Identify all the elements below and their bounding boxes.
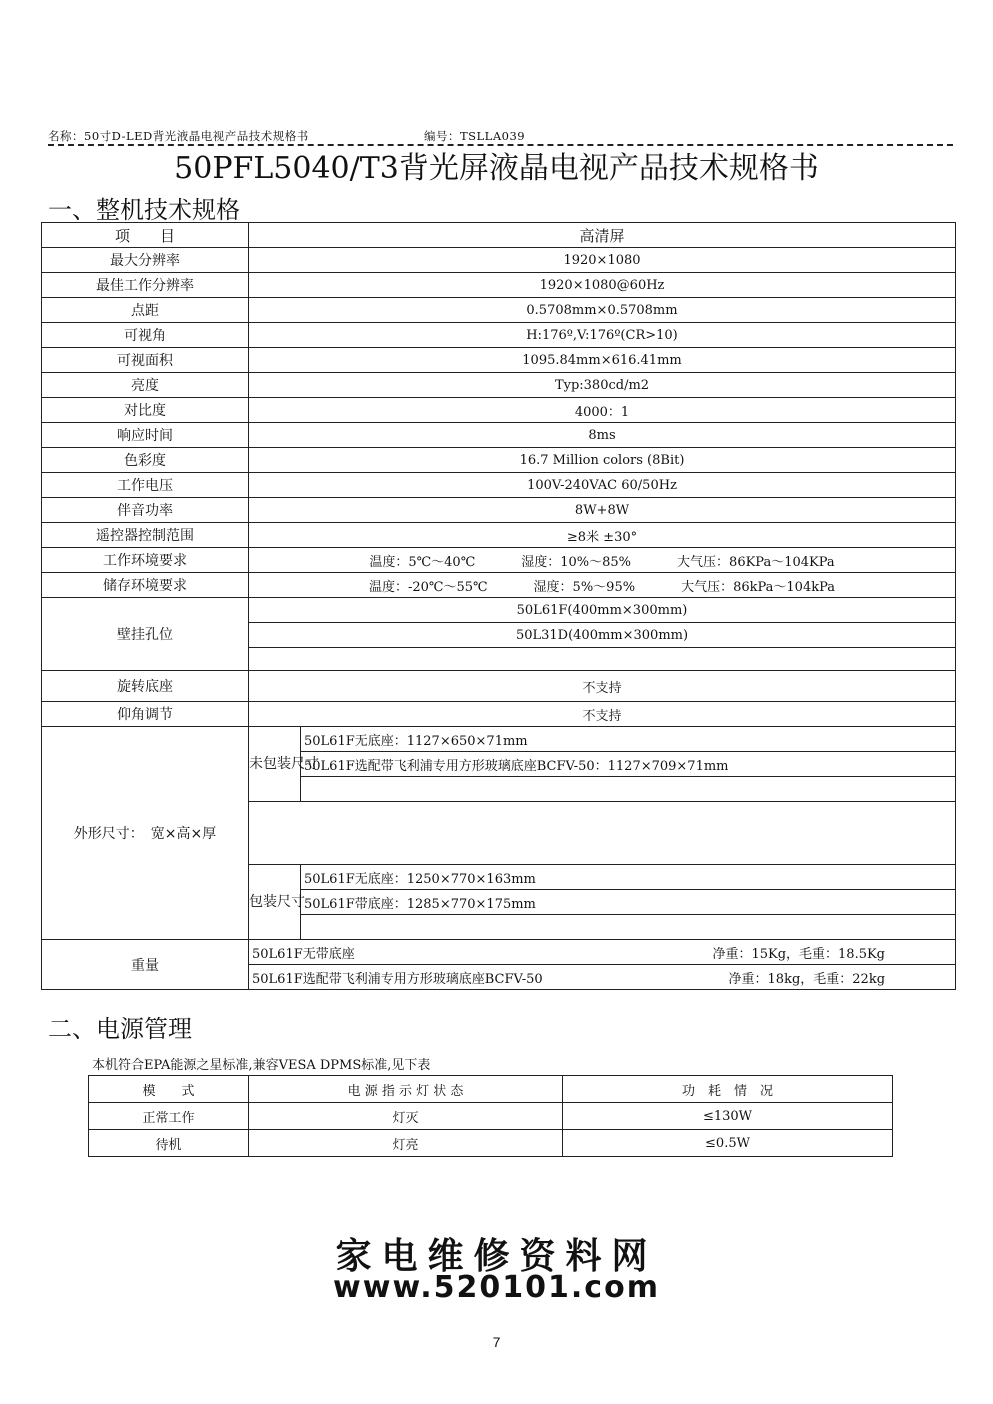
row-label: 工作电压 — [42, 473, 249, 498]
row-value: 1920×1080@60Hz — [249, 273, 956, 298]
row-value: 0.5708mm×0.5708mm — [249, 298, 956, 323]
section-title-power: 二、电源管理 — [48, 1015, 192, 1043]
row-value: H:176º,V:176º(CR>10) — [249, 323, 956, 348]
empty-cell — [301, 777, 956, 802]
row-value: 不支持 — [249, 671, 956, 702]
table-cell: 正常工作 — [89, 1103, 249, 1130]
table-cell: 灯灭 — [249, 1103, 563, 1130]
watermark-url: www.520101.com — [333, 1270, 660, 1305]
table-cell: 灯亮 — [249, 1130, 563, 1157]
table-row — [42, 323, 956, 348]
header-item: 项 目 — [42, 223, 249, 248]
header-cell: 电 源 指 示 灯 状 态 — [249, 1076, 563, 1103]
storage-pressure: 大气压：86kPa～104kPa — [681, 579, 836, 595]
row-value: 100V-240VAC 60/50Hz — [249, 473, 956, 498]
row-label: 伴音功率 — [42, 498, 249, 523]
table-row — [42, 940, 956, 965]
row-value — [249, 940, 956, 965]
table-row — [42, 248, 956, 273]
row-label: 储存环境要求 — [42, 573, 249, 598]
document-name: 名称：50寸D-LED背光液晶电视产品技术规格书 — [48, 129, 309, 143]
row-label: 最大分辨率 — [42, 248, 249, 273]
row-value: Typ:380cd/m2 — [249, 373, 956, 398]
row-label: 可视角 — [42, 323, 249, 348]
row-value: 8W+8W — [249, 498, 956, 523]
table-row — [42, 671, 956, 702]
row-label: 重量 — [42, 940, 249, 990]
empty-cell — [249, 648, 956, 671]
storage-humidity: 湿度：5%～95% — [533, 579, 636, 595]
empty-cell — [249, 802, 956, 865]
table-row — [42, 423, 956, 448]
table-row — [42, 523, 956, 548]
weight-value: 净重：18kg，毛重：22kg — [728, 971, 886, 987]
work-temp: 温度：5℃～40℃ — [369, 554, 476, 570]
table-cell: ≤130W — [563, 1103, 893, 1130]
table-row — [42, 702, 956, 727]
table-row — [42, 298, 956, 323]
watermark-text: 家电维修资料网 — [335, 1235, 658, 1277]
row-label: 外形尺寸： 宽×高×厚 — [42, 727, 249, 940]
work-pressure: 大气压：86KPa～104KPa — [677, 554, 835, 570]
row-label: 点距 — [42, 298, 249, 323]
empty-cell — [301, 915, 956, 940]
work-humidity: 湿度：10%～85% — [521, 554, 632, 570]
row-label: 工作环境要求 — [42, 548, 249, 573]
row-value: 不支持 — [249, 702, 956, 727]
row-value — [249, 965, 956, 990]
document-header — [48, 128, 953, 146]
row-label: 响应时间 — [42, 423, 249, 448]
header-cell: 功 耗 情 况 — [563, 1076, 893, 1103]
table-row — [42, 223, 956, 248]
row-value: ≥8米 ±30° — [249, 523, 956, 548]
table-cell: 待机 — [89, 1130, 249, 1157]
table-row — [42, 727, 956, 752]
table-row — [42, 273, 956, 298]
row-value: 50L31D(400mm×300mm) — [249, 623, 956, 648]
table-row — [42, 573, 956, 598]
row-label: 色彩度 — [42, 448, 249, 473]
section-title-specs: 一、整机技术规格 — [48, 196, 240, 224]
header-value: 高清屏 — [249, 223, 956, 248]
weight-model: 50L61F无带底座 — [252, 946, 355, 962]
table-row — [42, 398, 956, 423]
document-code: 编号：TSLLA039 — [424, 129, 526, 143]
row-label: 对比度 — [42, 398, 249, 423]
page-title: 50PFL5040/T3背光屏液晶电视产品技术规格书 — [174, 151, 819, 186]
table-row — [42, 598, 956, 623]
table-cell: ≤0.5W — [563, 1130, 893, 1157]
storage-temp: 温度：-20℃～55℃ — [368, 579, 488, 595]
row-label: 最佳工作分辨率 — [42, 273, 249, 298]
unpacked-label: 未包装尺寸 — [249, 727, 301, 802]
row-value: 50L61F带底座：1285×770×175mm — [301, 890, 956, 915]
row-value: 50L61F无底座：1127×650×71mm — [301, 727, 956, 752]
table-row — [89, 1103, 893, 1130]
row-value: 8ms — [249, 423, 956, 448]
header-cell: 模 式 — [89, 1076, 249, 1103]
page-number: 7 — [492, 1334, 501, 1350]
weight-value: 净重：15Kg，毛重：18.5Kg — [712, 946, 886, 962]
row-label: 仰角调节 — [42, 702, 249, 727]
power-table — [88, 1075, 893, 1157]
table-row — [42, 448, 956, 473]
table-row — [42, 548, 956, 573]
row-value — [249, 548, 956, 573]
row-value: 50L61F无底座：1250×770×163mm — [301, 865, 956, 890]
row-value: 1920×1080 — [249, 248, 956, 273]
row-value: 16.7 Million colors (8Bit) — [249, 448, 956, 473]
row-label: 旋转底座 — [42, 671, 249, 702]
packed-label: 包装尺寸 — [249, 865, 301, 940]
row-label: 亮度 — [42, 373, 249, 398]
row-label: 遥控器控制范围 — [42, 523, 249, 548]
row-value: 1095.84mm×616.41mm — [249, 348, 956, 373]
table-row — [89, 1130, 893, 1157]
row-label: 可视面积 — [42, 348, 249, 373]
table-row — [42, 473, 956, 498]
spec-table — [41, 222, 956, 990]
table-row — [42, 498, 956, 523]
row-value: 50L61F选配带飞利浦专用方形玻璃底座BCFV-50：1127×709×71mm — [301, 752, 956, 777]
weight-model: 50L61F选配带飞利浦专用方形玻璃底座BCFV-50 — [252, 971, 543, 987]
row-value — [249, 573, 956, 598]
row-value: 4000：1 — [249, 398, 956, 423]
table-row — [89, 1076, 893, 1103]
row-value: 50L61F(400mm×300mm) — [249, 598, 956, 623]
row-label: 壁挂孔位 — [42, 598, 249, 671]
power-note: 本机符合EPA能源之星标准,兼容VESA DPMS标准,见下表 — [92, 1058, 431, 1073]
table-row — [42, 373, 956, 398]
table-row — [42, 348, 956, 373]
